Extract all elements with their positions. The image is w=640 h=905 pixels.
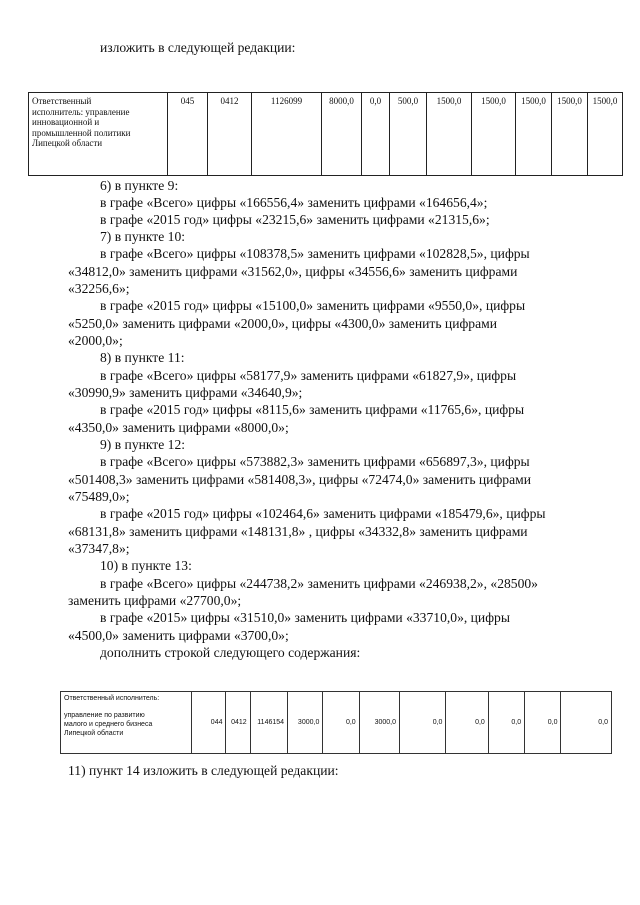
outro-text: 11) пункт 14 изложить в следующей редакции: xyxy=(68,763,339,778)
text-line: в графе «2015 год» цифры «102464,6» заменить цифрами «185479,6», цифры xyxy=(100,506,546,521)
text-line: в графе «Всего» цифры «108378,5» заменить цифрами «102828,5», цифры xyxy=(100,246,530,261)
text-line: в графе «2015 год» цифры «23215,6» заменить цифрами «21315,6»; xyxy=(100,212,490,227)
table-cell: 0,0 xyxy=(323,692,359,754)
text-line: «75489,0»; xyxy=(68,489,130,504)
table-cell: 0,0 xyxy=(362,93,390,176)
responsible-executor-cell xyxy=(61,692,192,754)
table-cell: 3000,0 xyxy=(288,692,323,754)
text-line: «34812,0» заменить цифрами «31562,0», цифры «34556,6» заменить цифрами xyxy=(68,264,518,279)
cell-line: управление по развитию xyxy=(64,712,145,719)
text-line: «4500,0» заменить цифрами «3700,0»; xyxy=(68,628,289,643)
table-cell: 1500,0 xyxy=(427,93,472,176)
table-cell: 0,0 xyxy=(446,692,488,754)
program-table-2 xyxy=(60,691,612,754)
text-line: в графе «2015» цифры «31510,0» заменить цифрами «33710,0», цифры xyxy=(100,610,510,625)
text-line: 7) в пункте 10: xyxy=(100,229,186,244)
table-cell: 0412 xyxy=(208,93,252,176)
table-cell: 0,0 xyxy=(400,692,446,754)
table-cell: 1500,0 xyxy=(588,93,623,176)
text-line: «4350,0» заменить цифрами «8000,0»; xyxy=(68,420,289,435)
table-cell: 8000,0 xyxy=(322,93,362,176)
cell-line: Ответственный xyxy=(32,96,92,106)
text-line: «68131,8» заменить цифрами «148131,8» , цифры «34332,8» заменить цифрами xyxy=(68,524,528,539)
responsible-executor-cell xyxy=(29,93,168,176)
table-cell: 0412 xyxy=(226,692,250,754)
table-cell: 045 xyxy=(168,93,208,176)
cell-heading: Ответственный исполнитель: xyxy=(64,695,160,702)
text-line: «32256,6»; xyxy=(68,281,130,296)
table-cell: 1500,0 xyxy=(552,93,588,176)
table-row xyxy=(29,93,623,176)
table-cell: 0,0 xyxy=(525,692,561,754)
table-cell: 044 xyxy=(192,692,226,754)
text-line: 6) в пункте 9: xyxy=(100,178,179,193)
table-cell: 1126099 xyxy=(252,93,322,176)
text-line: заменить цифрами «27700,0»; xyxy=(68,593,242,608)
table-cell: 500,0 xyxy=(390,93,427,176)
cell-line: Липецкой области xyxy=(32,138,103,148)
text-line: дополнить строкой следующего содержания: xyxy=(100,645,361,660)
text-line: «2000,0»; xyxy=(68,333,123,348)
text-line: 8) в пункте 11: xyxy=(100,350,185,365)
program-table-1 xyxy=(28,92,623,176)
text-line: в графе «Всего» цифры «166556,4» заменить цифрами «164656,4»; xyxy=(100,195,488,210)
text-line: «5250,0» заменить цифрами «2000,0», цифры «4300,0» заменить цифрами xyxy=(68,316,497,331)
text-line: в графе «Всего» цифры «244738,2» заменить цифрами «246938,2», «28500» xyxy=(100,576,538,591)
table-cell: 1500,0 xyxy=(472,93,516,176)
text-line: 9) в пункте 12: xyxy=(100,437,186,452)
text-line: 10) в пункте 13: xyxy=(100,558,192,573)
text-line: «501408,3» заменить цифрами «581408,3», цифры «72474,0» заменить цифрами xyxy=(68,472,531,487)
table-row xyxy=(61,692,612,754)
table-cell: 0,0 xyxy=(488,692,524,754)
intro-text: изложить в следующей редакции: xyxy=(100,40,296,55)
text-line: в графе «Всего» цифры «58177,9» заменить цифрами «61827,9», цифры xyxy=(100,368,517,383)
text-line: «37347,8»; xyxy=(68,541,130,556)
table-cell: 3000,0 xyxy=(359,692,399,754)
table-cell: 0,0 xyxy=(561,692,612,754)
cell-line: Липецкой области xyxy=(64,730,124,737)
text-line: в графе «2015 год» цифры «15100,0» заменить цифрами «9550,0», цифры xyxy=(100,298,526,313)
cell-line: исполнитель: управление xyxy=(32,106,130,117)
cell-line: инновационной и xyxy=(32,117,100,127)
cell-line: промышленной политики xyxy=(32,127,131,138)
cell-line: малого и среднего бизнеса xyxy=(64,721,153,728)
text-line: в графе «Всего» цифры «573882,3» заменить цифрами «656897,3», цифры xyxy=(100,454,530,469)
table-cell: 1500,0 xyxy=(516,93,552,176)
table-cell: 1146154 xyxy=(250,692,287,754)
text-line: «30990,9» заменить цифрами «34640,9»; xyxy=(68,385,303,400)
text-line: в графе «2015 год» цифры «8115,6» заменить цифрами «11765,6», цифры xyxy=(100,402,525,417)
